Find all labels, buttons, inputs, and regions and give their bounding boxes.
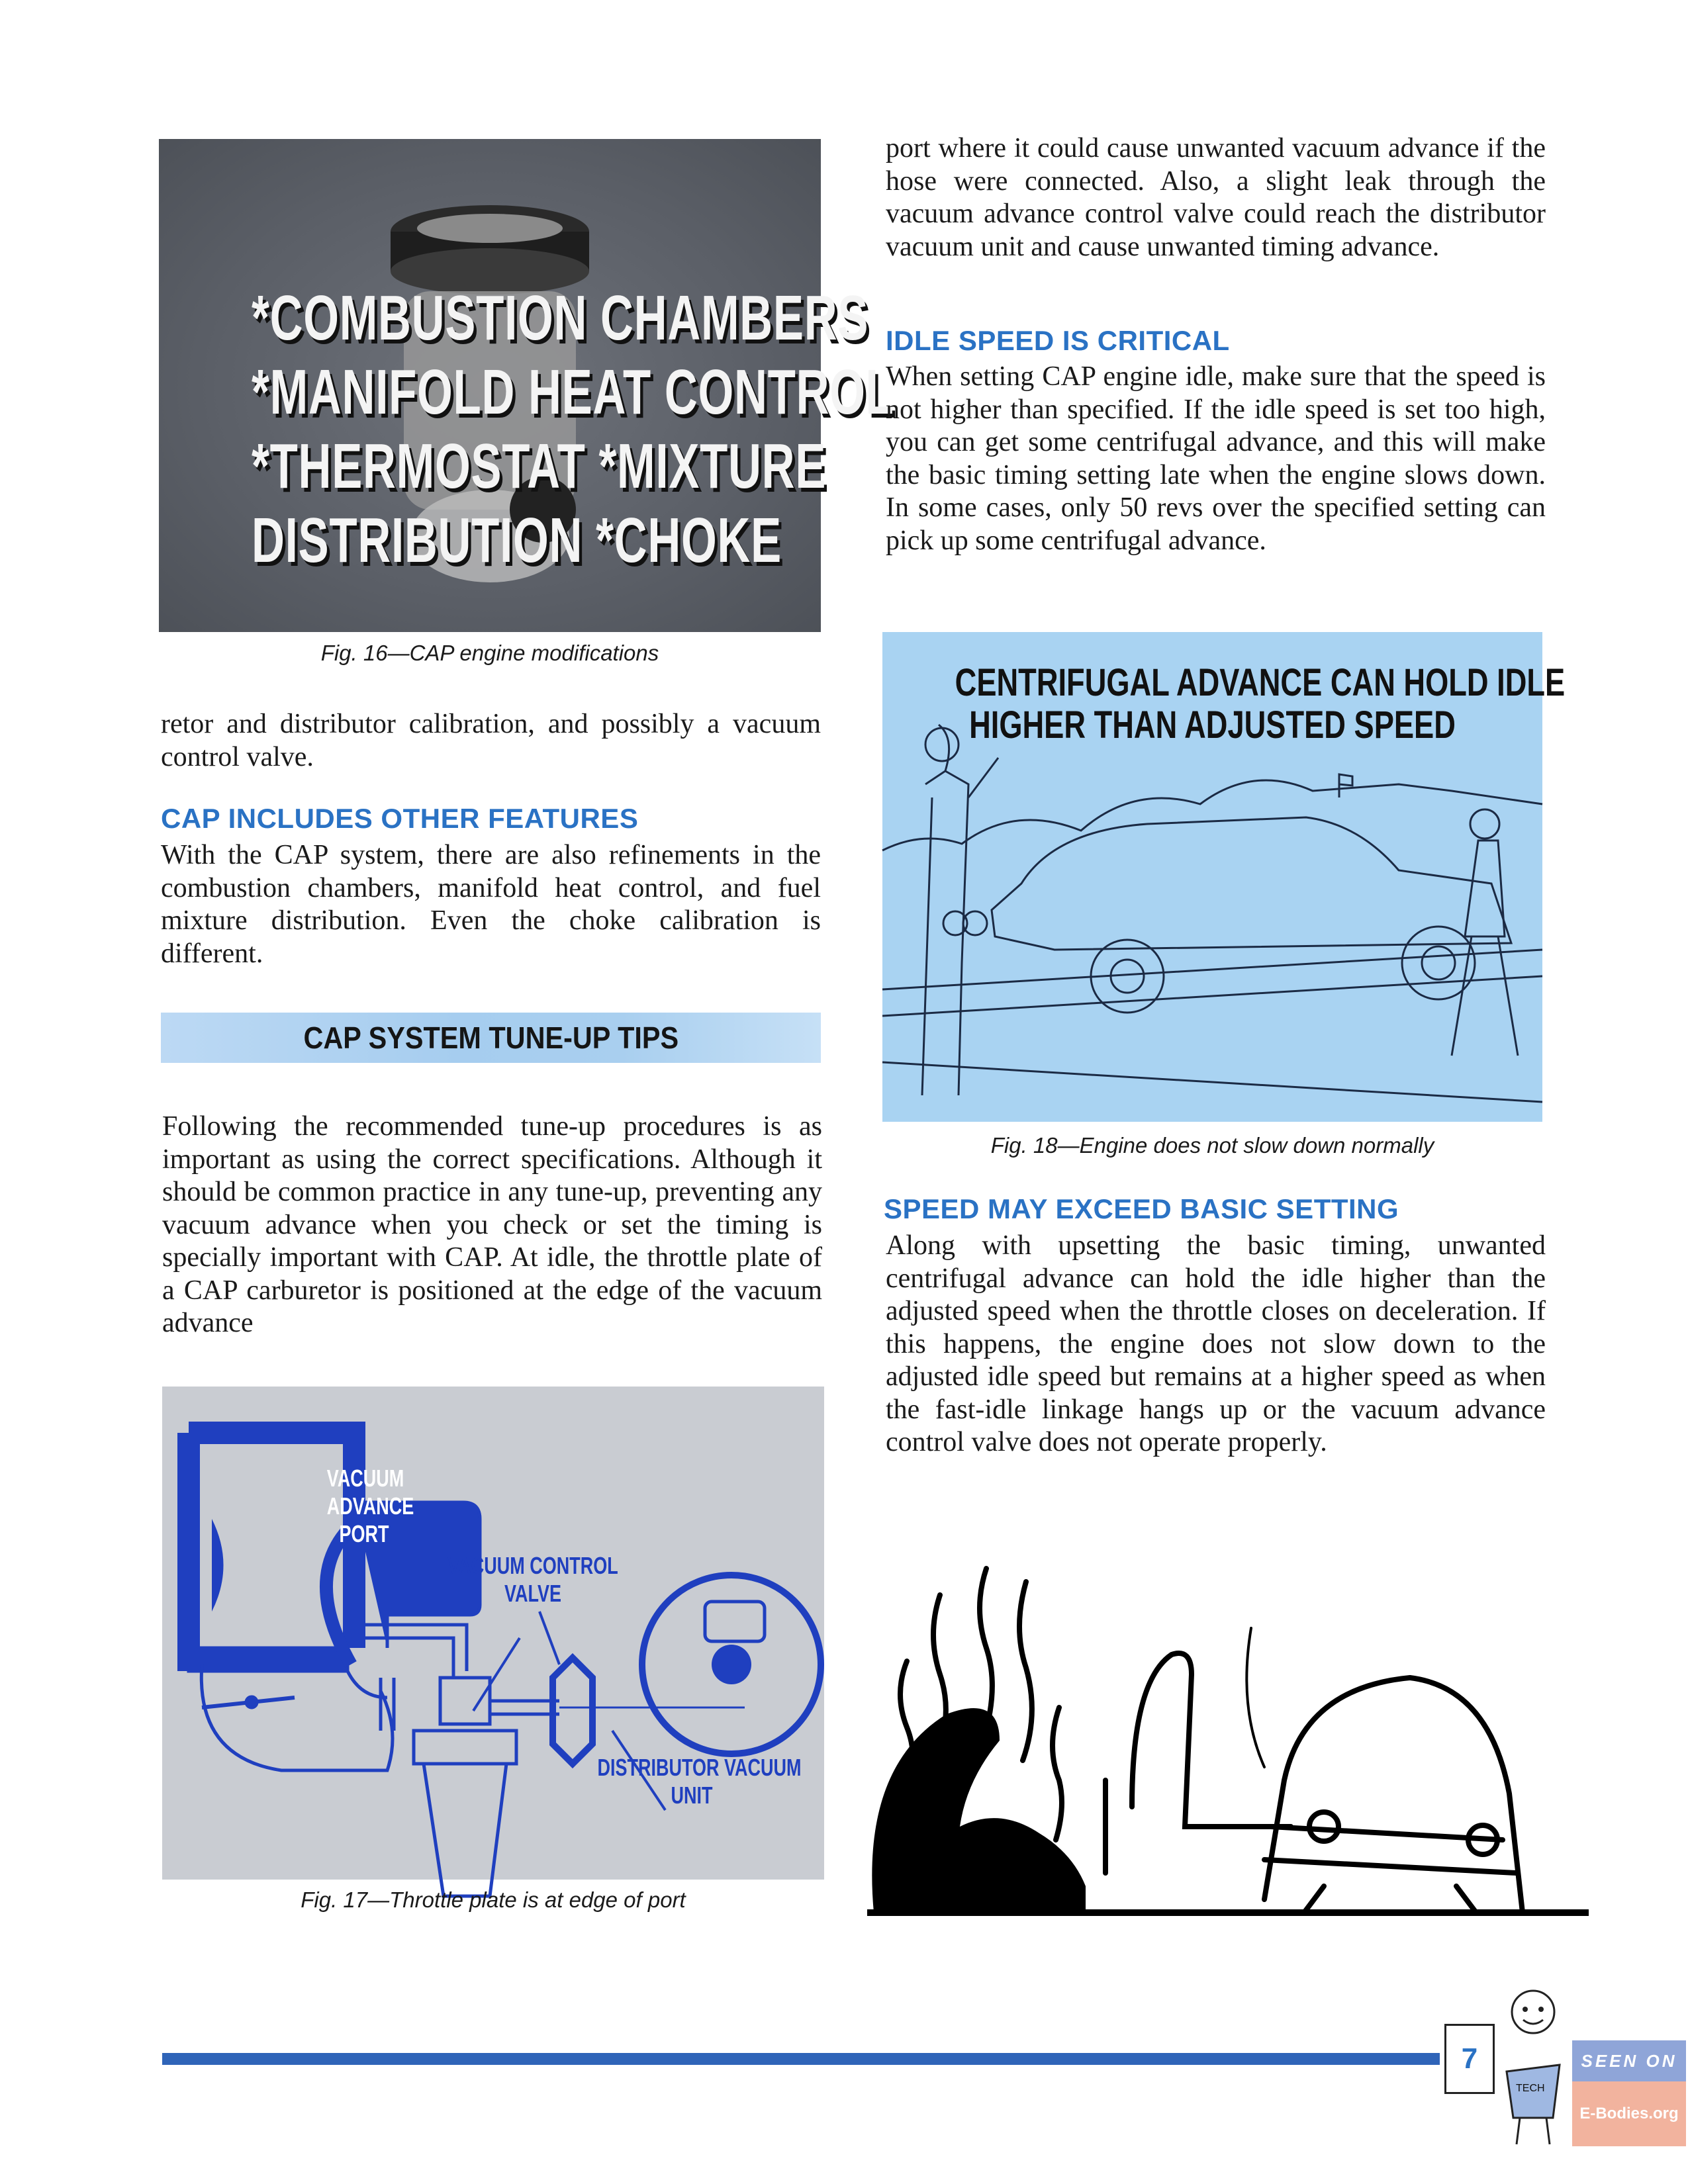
fig18-illustration — [882, 632, 1566, 1122]
label-distributor-vacuum-unit — [597, 1754, 802, 1809]
label-line: ADVANCE — [326, 1492, 414, 1520]
label-line: VACUUM CONTROL — [447, 1552, 618, 1579]
label-line: VALVE — [504, 1580, 562, 1607]
fig16-engine-photo — [159, 139, 894, 632]
mascot-badge: TECH — [1516, 2083, 1545, 2094]
fig16-line: DISTRIBUTION *CHOKE — [252, 505, 782, 576]
label-line: PORT — [339, 1520, 389, 1547]
watermark-top: SEEN ON — [1572, 2040, 1686, 2081]
fig17-diagram — [162, 1387, 824, 1880]
watermark — [1572, 2040, 1686, 2146]
label-vacuum-control-valve — [444, 1552, 622, 1608]
right-paragraph-3: Along with upsetting the basic timing, unwanted centrifugal advance can hold the idle higher than the adjusted speed when the throttle closes on deceleration. If this happens, the engine does not slow down to the adjusted idle speed but remains at a higher speed as when the fast-idle linkage hangs up or the vacuum advance control valve does not operate properly. — [886, 1230, 1546, 1457]
label-vacuum-advance-port — [326, 1465, 414, 1548]
page-number-card — [1444, 2024, 1495, 2094]
policeman-car-boy-drawing — [882, 632, 1566, 1122]
footer-rule — [162, 2053, 1440, 2065]
fig18-title-line: HIGHER THAN ADJUSTED SPEED — [969, 704, 1456, 747]
fig18-title-line: CENTRIFUGAL ADVANCE CAN HOLD IDLE — [955, 661, 1566, 704]
label-line: VACUUM — [326, 1465, 404, 1492]
right-paragraph-2: When setting CAP engine idle, make sure that the speed is not higher than specified. If the idle speed is set too high, you can get some centrifugal advance, and this will make the basic timing setting late when the engine slows down. In some cases, only 50 revs over the specified setting can pick up some centrifugal advance. — [886, 361, 1546, 556]
heading-idle-speed-is-critical: IDLE SPEED IS CRITICAL — [886, 325, 1230, 356]
heading-speed-may-exceed-basic-setting: SPEED MAY EXCEED BASIC SETTING — [884, 1193, 1399, 1224]
tech-mascot-icon — [1496, 1985, 1570, 2144]
left-paragraph-3: Following the recommended tune-up procedures is as important as using the correct specifications. Although it should be common practice in any tune-up, preventing any vacuum advance when you check or set the timing is specially important with CAP. At idle, the throttle plate of a CAP carburetor is positioned at the edge of the vacuum advance — [162, 1111, 822, 1338]
left-paragraph-1: retor and distributor calibration, and possibly a vacuum control valve. — [161, 709, 821, 772]
left-paragraph-2: With the CAP system, there are also refinements in the combustion chambers, manifold heat control, and fuel mixture distribution. Even the choke calibration is different. — [161, 840, 821, 969]
fig18-caption: Fig. 18—Engine does not slow down normally — [990, 1133, 1434, 1158]
right-paragraph-1: port where it could cause unwanted vacuum advance if the hose were connected. Also, a slight leak through the vacuum advance control valve could reach the distributor vacuum unit and cause unwanted timing advance. — [886, 133, 1546, 262]
section-banner — [161, 1013, 821, 1063]
label-line: DISTRIBUTOR VACUUM — [597, 1754, 802, 1781]
fig16-caption: Fig. 16—CAP engine modifications — [320, 641, 659, 665]
fig16-overlay-text — [252, 281, 894, 578]
fig16-line: *MANIFOLD HEAT CONTROL — [252, 357, 894, 428]
fig16-line: *COMBUSTION CHAMBERS — [252, 283, 869, 353]
skunk-and-car-cartoon — [867, 1542, 1589, 1913]
label-line: UNIT — [671, 1782, 713, 1809]
fig16-line: *THERMOSTAT *MIXTURE — [252, 431, 827, 502]
watermark-bottom: E-Bodies.org — [1572, 2081, 1686, 2146]
banner-title: CAP SYSTEM TUNE-UP TIPS — [303, 1021, 679, 1055]
page-number: 7 — [1461, 2042, 1478, 2075]
heading-cap-includes-other-features: CAP INCLUDES OTHER FEATURES — [161, 803, 639, 834]
fig17-caption: Fig. 17—Throttle plate is at edge of port — [301, 1888, 686, 1912]
